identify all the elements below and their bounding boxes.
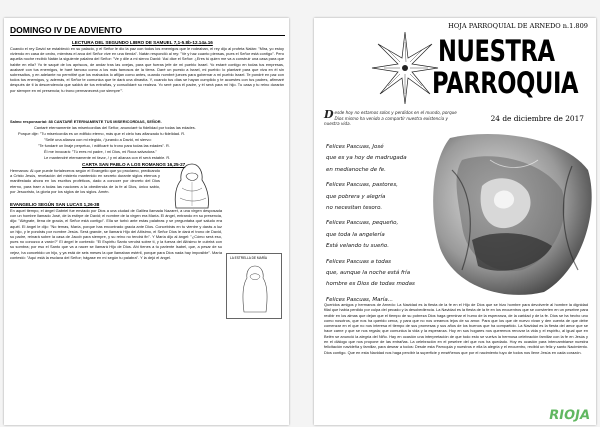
psalm-line: Porque dije: "Tu misericordia es un edificio eterno, más que el cielo has afianzado tu fidelidad. R.	[18, 131, 186, 136]
bulletin-header: HOJA PARROQUIAL DE ARNEDO n.1.809	[448, 22, 588, 30]
left-page	[4, 18, 289, 425]
bulletin-date: 24 de diciembre de 2017	[490, 114, 584, 123]
reading2-text: Hermanos: Al que puede fortaleceros según el Evangelio que yo proclamo, predicando a Cristo Jesús, revelación del misterio mantenido en secreto durante siglos eternos y manifestado ahora en los escritos proféticos, dado a conocer por decreto del Dios eterno, para traer a todas las naciones a la obediencia de la fe al Dios, único sabio, por Jesucristo, la gloria por los siglos de los siglos. Amén.	[10, 168, 160, 194]
poem-line: Felices Pascuas, María...	[326, 296, 393, 303]
christmas-star-icon	[370, 28, 440, 106]
christmas-poem	[326, 142, 436, 306]
pastoral-letter: Queridos amigos y hermanos de Arnedo: La Navidad es la fiesta de la fe en el Hijo de Dios que se hizo hombre para devolverle al hombre la dignidad filial que había perdido por culpa del pecado y la desobediencia. La Navidad es la fiesta de la fe en los encuentros que se convierten en un pesebre para recibir en los almas que dejan que el tiempo de su pobreza Dios haga germinar el humo de la esperanza, de la caridad y de la fe. Dios se ha hecho uno como nosotros, que nos ha querido cerca, y para que no nos creamos lejos de su amor. Para que los que de nuevo vivan y den cuenta de que debe comenzar en el que no nos interesa el tiempo de sus promesas y sus años de los buenos que ha compartido. La Navidad es la fiesta del amor que se hace carne y que se nos regala; que comunica la vida y la esperanza. Hoy en sus hogares nos queremos renovar la vida y el espíritu, al igual que en Belén se anunció la alegría del Niño. Hay en ocasión una interpretación de que todo esto se vuelva la hermosa celebración familiar con la fe en Jesús y en el diálogo que nos propone de las entrañas. La celebración en el pesebre del que nos ha quedado. Hoy es ocasión para intercambiarse nuestra felicitación navideña y familiar, para desear a todos: Desde esta Parroquia y nuestros e ella la alegría y el encuentro, recibid un feliz y santo Nacimiento. Dios contigo. Que en esta Navidad nos haga percibir la superficie y enséñenos que por el nacimiento tuyo de todos nos llene Jesús en cada corazón.	[324, 302, 588, 355]
poem-line: Felices Pascuas, pastores,	[326, 182, 398, 189]
title-divider	[10, 35, 285, 36]
page-title: DOMINGO IV DE ADVIENTO	[10, 25, 122, 35]
poem-line: en medianoche de fe.	[326, 166, 386, 173]
gospel-text-1: En aquel tiempo, el ángel Gabriel fue enviado por Dios a una ciudad de Galilea llamada Nazaret, a una virgen desposada con un hombre llamado José, de la estirpe de David; el nombre de la virgen era María. El ángel, entrando en su presencia, dijo: "Alégrate, llena de gracia, el Señor está contigo". Ella se turbó ante estas palabras y se preguntaba qué saludo era aquél. El ángel le dijo: "No temas, María, porque has encontrado gracia ante Dios. Concebirás en tu vientre y darás a luz un hijo, y le pondrás por nombre Jesús. Será grande, se llamará Hijo del Altísimo, el Señor Dios le dará el trono de David, su padre, reinará sobre la casa de Jacob para siempre, y su reino no tendrá fin". Y María dijo al ángel: "¿Cómo será eso, pues no conozco a varón?" El ángel le contestó: "El Espíritu Santo vendrá sobre ti, y la fuerza del Altísimo te cubrirá con su sombra; por eso el Santo que va a nacer se llamará Hijo de Dios. Ahí tienes a tu pariente Isabel, que, a pesar de su vejez, ha concebido un hijo, y ya está de seis meses la que llamaban estéril, porque para Dios nada hay imposible". María contestó: "Aquí está la esclava del Señor; hágase en mí según tu palabra". Y la dejó el ángel.	[10, 208, 222, 260]
poem-line: Está velando tu sueño.	[326, 243, 389, 250]
psalm-line: "Te fundaré un linaje perpetuo, / edificaré tu trono para todas las edades". R.	[38, 143, 170, 148]
intro-text	[324, 110, 464, 127]
psalm-line: Cantaré eternamente las misericordias del Señor, anunciaré tu fidelidad por todas las edades.	[34, 125, 196, 130]
psalm-line: Le mantendré eternamente mi favor, / y mi alianza con él será estable. R.	[44, 155, 171, 160]
reading1-text: Cuando el rey David se estableció en su palacio, y el Señor le dio la paz con todos los enemigos que le rodeaban, el rey dijo al profeta Natán: "Mira, yo estoy viviendo en casa de cedro, mientras el arca del Señor vive en una tienda". Natán respondió al rey: "Ve y haz cuanto piensas, pues el Señor está contigo". Pero aquella noche recibió Natán la siguiente palabra del Señor: "Ve y dile a mi siervo David: 'Así dice el Señor: ¿Eres tú quien me va a construir una casa para que habite en ella? Yo te saqué de los apriscos, de andar tras las ovejas, para que fueras jefe de mi pueblo Israel. Yo estaré contigo en todas tus empresas, acabaré con tus enemigos, te haré famoso como a los más famosos de la tierra. Daré un puesto a Israel, mi pueblo: lo plantaré para que viva en él sin sobresaltos, y en adelante no permitiré que los malvados lo aflijan como antes, cuando nombré jueces para gobernar a mi pueblo Israel. Te pondré en paz con todos tus enemigos, y, además, el Señor te comunica que te dará una dinastía. Y, cuando tus días se hayan cumplido y te acuestes con tus padres, afirmaré después de ti la descendencia que saldrá de tus entrañas, y consolidaré su realeza. Yo seré para él padre, y él será para mí hijo. Tu casa y tu reino durarán por siempre en mi presencia; tu trono permanecerá por siempre'".	[10, 46, 284, 93]
poem-line: que toda la angelería	[326, 231, 385, 238]
poem-line: Felices Pascuas, pequeño,	[326, 220, 399, 227]
poem-line: Felices Pascuas, José	[326, 144, 384, 150]
intro-body: esde hoy no estamos solos y perdidos en el mundo, porque Dios mismo ha venido a compartir nuestra existencia y nuestra vida.	[324, 110, 457, 127]
figure-box	[226, 253, 282, 319]
poem-line: que es ya hoy de madrugada	[326, 155, 407, 162]
brand-line-1: NUESTRA	[438, 34, 555, 68]
psalm-line: "Sellé una alianza con mi elegido, / jurando a David, mi siervo:	[44, 137, 152, 142]
mary-sketch-icon	[162, 158, 222, 212]
brand-line-2: PARROQUIA	[432, 66, 579, 100]
nativity-artwork-icon	[432, 130, 592, 298]
right-page	[314, 18, 596, 425]
psalm-title: Salmo responsorial: 88 CANTARÉ ETERNAMENTE TUS MISERICORDIAS, SEÑOR.	[10, 119, 162, 124]
gospel-title: EVANGELIO SEGÚN SAN LUCAS 1,26-38	[10, 202, 100, 207]
poem-line: no necesitan tesoro.	[326, 205, 383, 212]
poem-line: hombre es Dios de todas modas	[326, 281, 415, 288]
poem-line: que pobrera y alegría	[326, 193, 386, 200]
poem-line: Felices Pascuas a todas	[326, 258, 392, 265]
annunciation-sketch-icon	[227, 254, 283, 320]
gospel-text-2	[10, 254, 222, 424]
intro-dropcap: D	[324, 108, 334, 121]
watermark-logo: RIOJA	[547, 408, 592, 423]
reading1-title: LECTURA DEL SEGUNDO LIBRO DE SAMUEL 7,1-5.8b-12.14a.16	[72, 40, 213, 45]
psalm-line: Él me invocará: "Tú eres mi padre, / mi Dios, mi Roca salvadora."	[44, 149, 157, 154]
figure-caption: LA ESTRELLA DE MARÍA	[230, 256, 268, 260]
reading2-title: CARTA SAN PABLO A LOS ROMANOS 16,25-27	[82, 162, 186, 167]
poem-line: que, aunque la noche está fría	[326, 270, 411, 277]
